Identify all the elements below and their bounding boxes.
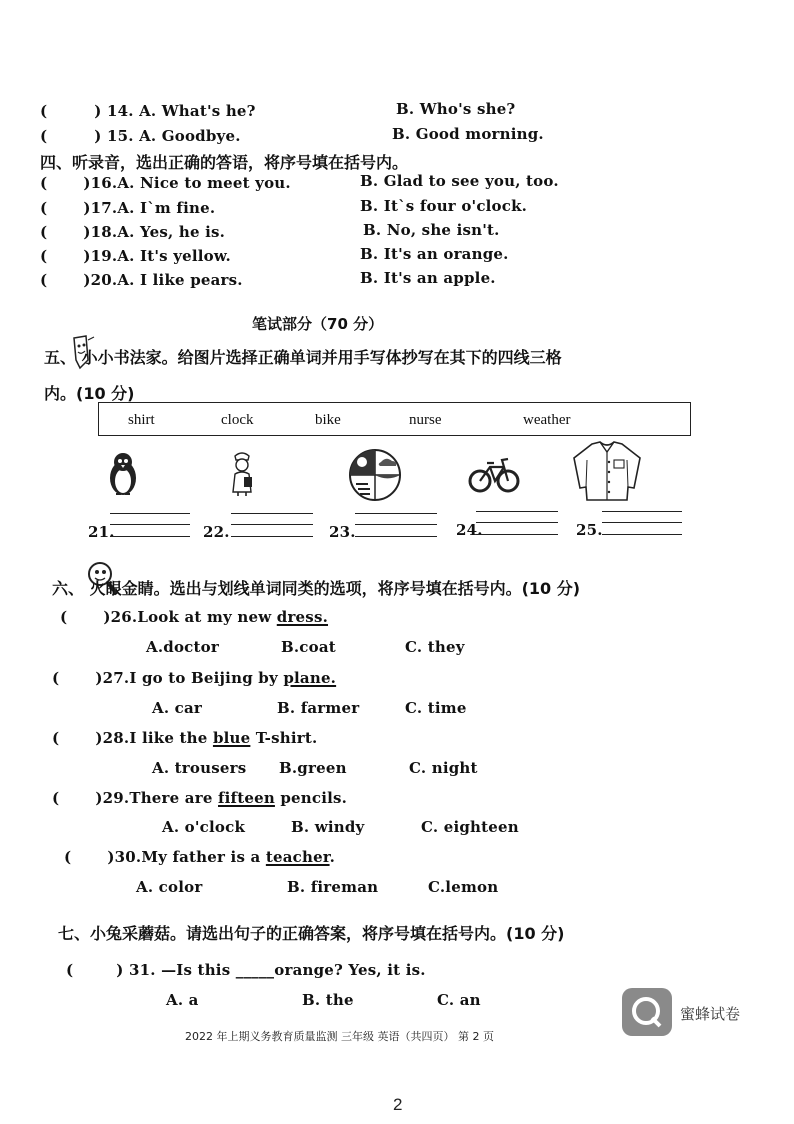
writing-line[interactable] (231, 536, 313, 537)
option-b: B. the (302, 991, 354, 1009)
writing-line[interactable] (355, 536, 437, 537)
question-18: ( )18.A. Yes, he is. (40, 223, 226, 241)
option-b: B. It's an orange. (360, 245, 509, 263)
option-b: B. farmer (277, 699, 360, 717)
option-b: B. It's an apple. (360, 269, 496, 287)
option-c: C. time (405, 699, 467, 717)
question-31: ( ) 31. —Is this _____orange? Yes, it is. (66, 961, 426, 979)
writing-line[interactable] (602, 522, 682, 523)
question-27: ( )27.I go to Beijing by plane. (52, 669, 337, 687)
word-bank (98, 402, 691, 436)
answer-paren[interactable]: ( (60, 608, 68, 626)
question-16: ( )16.A. Nice to meet you. (40, 174, 291, 192)
option-b: B. Good morning. (392, 125, 544, 143)
writing-line[interactable] (602, 511, 682, 512)
answer-paren[interactable]: ( (64, 848, 72, 866)
section-5-title: 五、 小小书法家。给图片选择正确单词并用手写体抄写在其下的四线三格 (44, 348, 562, 367)
shirt-icon (570, 440, 644, 506)
option-b: B. It`s four o'clock. (360, 197, 528, 215)
underlined-word: blue (212, 729, 251, 747)
answer-paren[interactable]: ( (40, 174, 48, 192)
option-a: A.doctor (146, 638, 219, 656)
option-b: B. No, she isn't. (363, 221, 500, 239)
nurse-icon (226, 450, 258, 500)
answer-paren[interactable]: ( (40, 247, 48, 265)
writing-line[interactable] (476, 534, 558, 535)
blank-number: 21. (88, 523, 115, 541)
section-5-title-cont: 内。(10 分) (44, 384, 135, 403)
underlined-word: fifteen (218, 789, 275, 807)
question-29: ( )29.There are fifteen pencils. (52, 789, 348, 807)
page-number: 2 (393, 1095, 403, 1114)
option-a: A. trousers (152, 759, 247, 777)
option-a: A. car (152, 699, 203, 717)
option-a: A. color (136, 878, 203, 896)
question-26: ( )26.Look at my new dress. (60, 608, 329, 626)
writing-line[interactable] (110, 513, 190, 514)
option-c: C. they (405, 638, 465, 656)
writing-line[interactable] (476, 522, 558, 523)
writing-line[interactable] (476, 511, 558, 512)
option-c: C. an (437, 991, 481, 1009)
penguin-icon (108, 452, 138, 500)
page-footer: 2022 年上期义务教育质量监测 三年级 英语（共四页） 第 2 页 (185, 1030, 494, 1043)
blank-number: 22. (203, 523, 230, 541)
blank-number: 25. (576, 521, 603, 539)
answer-paren[interactable]: ( (52, 789, 60, 807)
weather-icon (348, 448, 402, 506)
option-c: C. eighteen (421, 818, 519, 836)
word-bank-item: bike (315, 412, 341, 428)
question-15: ( ) 15. A. Goodbye. (40, 127, 241, 145)
option-b: B. Who's she? (396, 100, 516, 118)
answer-paren[interactable]: ( (40, 102, 48, 120)
writing-line[interactable] (355, 524, 437, 525)
underlined-word: plane. (283, 669, 337, 687)
answer-paren[interactable]: ( (40, 223, 48, 241)
blank-number: 24. (456, 521, 483, 539)
question-17: ( )17.A. I`m fine. (40, 199, 216, 217)
word-bank-item: shirt (128, 412, 155, 428)
option-b: B.green (279, 759, 347, 777)
bike-icon (468, 455, 520, 499)
answer-paren[interactable]: ( (40, 127, 48, 145)
question-14: ( ) 14. A. What's he? (40, 102, 256, 120)
option-c: C. night (409, 759, 478, 777)
writing-line[interactable] (231, 524, 313, 525)
writing-line[interactable] (602, 534, 682, 535)
writing-line[interactable] (355, 513, 437, 514)
underlined-word: dress. (276, 608, 329, 626)
question-30: ( )30.My father is a teacher. (64, 848, 335, 866)
written-section-header: 笔试部分（70 分） (252, 315, 384, 333)
answer-paren[interactable]: ( (40, 199, 48, 217)
answer-paren[interactable]: ( (66, 961, 74, 979)
writing-line[interactable] (110, 524, 190, 525)
answer-paren[interactable]: ( (52, 729, 60, 747)
section-7-title: 七、小兔采蘑菇。请选出句子的正确答案，将序号填在括号内。(10 分) (58, 924, 565, 943)
word-bank-item: weather (523, 412, 571, 428)
watermark-text: 蜜蜂试卷 (680, 1005, 741, 1023)
question-20: ( )20.A. I like pears. (40, 271, 243, 289)
question-28: ( )28.I like the blue T-shirt. (52, 729, 318, 747)
answer-paren[interactable]: ( (40, 271, 48, 289)
option-b: B. windy (291, 818, 365, 836)
section-6-title: 六、 火眼金睛。选出与划线单词同类的选项，将序号填在括号内。(10 分) (52, 579, 581, 598)
option-a: A. o'clock (162, 818, 246, 836)
answer-paren[interactable]: ( (52, 669, 60, 687)
underlined-word: teacher (265, 848, 330, 866)
question-19: ( )19.A. It's yellow. (40, 247, 231, 265)
blank-number: 23. (329, 523, 356, 541)
option-c: C.lemon (428, 878, 499, 896)
option-a: A. a (166, 991, 199, 1009)
option-b: B. fireman (287, 878, 379, 896)
watermark-logo-icon (622, 988, 672, 1036)
writing-line[interactable] (110, 536, 190, 537)
word-bank-item: clock (221, 412, 254, 428)
option-b: B.coat (281, 638, 336, 656)
section-4-title: 四、听录音，选出正确的答语，将序号填在括号内。 (40, 153, 409, 172)
writing-line[interactable] (231, 513, 313, 514)
word-bank-item: nurse (409, 412, 442, 428)
option-b: B. Glad to see you, too. (360, 172, 559, 190)
